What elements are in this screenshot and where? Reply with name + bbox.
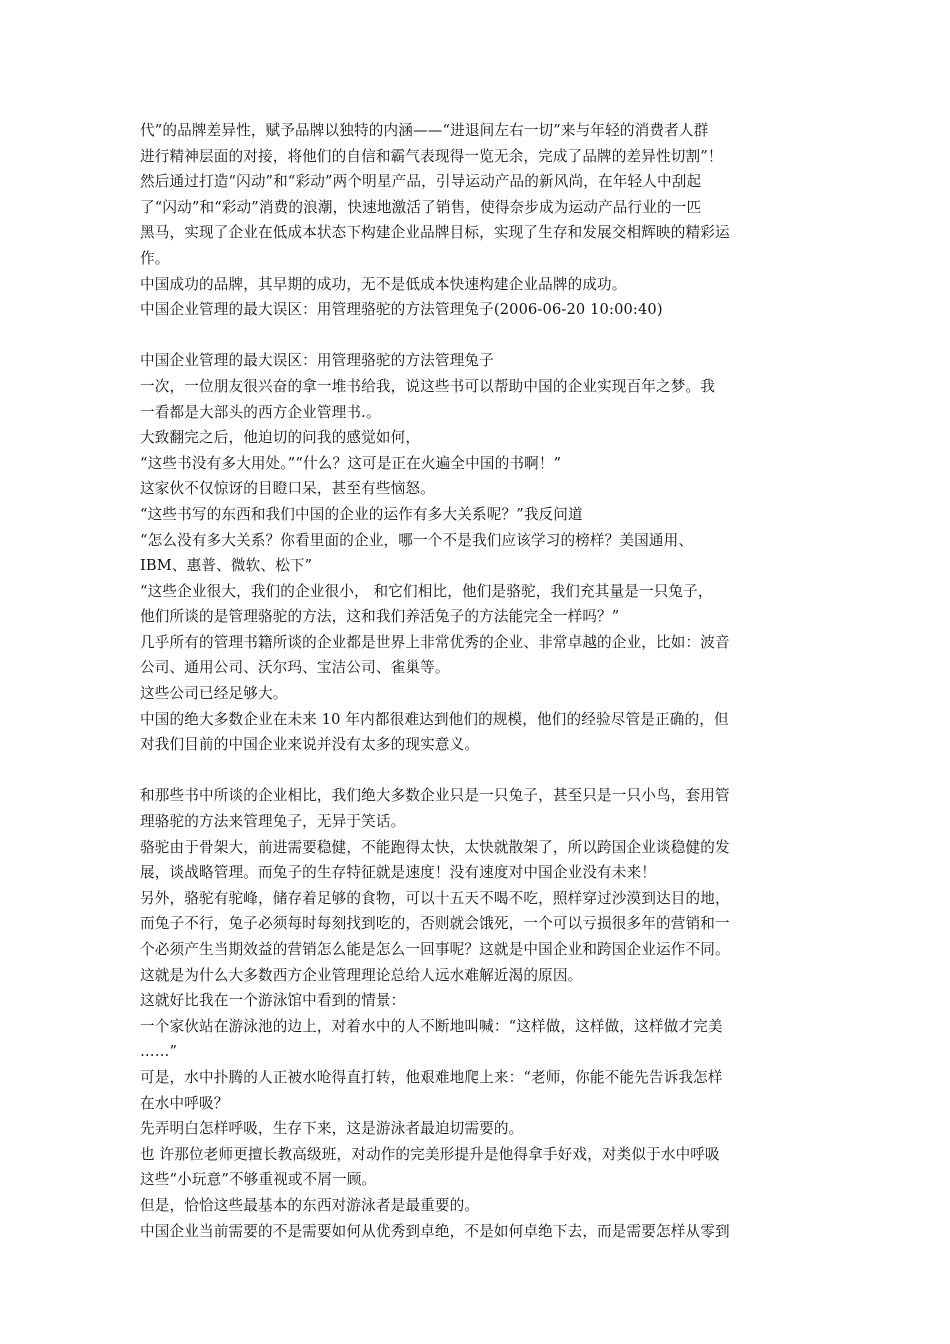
text-line [140,758,830,784]
text-line: 然后通过打造“闪动”和“彩动”两个明星产品，引导运动产品的新风尚，在年轻人中刮起 [140,173,702,191]
text-line: 一看都是大部头的西方企业管理书.。 [140,403,381,421]
text-line: 他们所谈的是管理骆驼的方法，这和我们养活兔子的方法能完全一样吗？” [140,608,620,626]
text-line: 这些“小玩意”不够重视或不屑一顾。 [140,1171,377,1189]
text-line: 这就好比我在一个游泳馆中看到的情景： [140,992,406,1010]
text-line: IBM、惠普、微软、松下” [140,557,313,575]
text-line: 进行精神层面的对接，将他们的自信和霸气表现得一览无余，完成了品牌的差异性切割”！ [140,147,723,165]
text-line: 这家伙不仅惊讶的目瞪口呆，甚至有些恼怒。 [140,480,435,498]
text-line: 这些公司已经足够大。 [140,685,288,703]
text-line: “这些企业很大，我们的企业很小， 和它们相比，他们是骆驼，我们充其量是一只兔子， [140,582,713,600]
text-line: 公司、通用公司、沃尔玛、宝洁公司、雀巢等。 [140,659,450,677]
text-line: 理骆驼的方法来管理兔子，无异于笑话。 [140,813,406,831]
text-line: 这就是为什么大多数西方企业管理理论总给人远水难解近渴的原因。 [140,966,583,984]
text-line: 几乎所有的管理书籍所谈的企业都是世界上非常优秀的企业、非常卓越的企业，比如：波音 [140,633,730,651]
text-line: 黑马，实现了企业在低成本状态下构建企业品牌目标，实现了生存和发展交相辉映的精彩运 [140,224,730,242]
text-line [140,323,830,349]
text-line: 在水中呼吸？ [140,1094,229,1112]
text-line: “这些书没有多大用处。”“什么？这可是正在火遍全中国的书啊！” [140,454,562,472]
text-line: 另外，骆驼有驼峰，储存着足够的食物，可以十五天不喝不吃，照样穿过沙漠到达目的地， [140,889,730,907]
text-line: 大致翻完之后，他迫切的问我的感觉如何， [140,429,421,447]
text-line: 中国企业当前需要的不是需要如何从优秀到卓绝，不是如何卓绝下去，而是需要怎样从零到 [140,1222,730,1240]
text-line: 骆驼由于骨架大，前进需要稳健，不能跑得太快，太快就散架了，所以跨国企业谈稳健的发 [140,838,730,856]
text-line: 代”的品牌差异性，赋予品牌以独特的内涵——“进退间左右一切”来与年轻的消费者人群 [140,122,709,139]
text-line: 对我们目前的中国企业来说并没有太多的现实意义。 [140,736,480,754]
text-line: “这些书写的东西和我们中国的企业的运作有多大关系呢？”我反问道 [140,505,583,523]
text-line: 展，谈战略管理。而兔子的生存特征就是速度！没有速度对中国企业没有未来！ [140,864,657,882]
text-line: 中国企业管理的最大误区：用管理骆驼的方法管理兔子(2006-06-20 10:00:40) [140,301,663,319]
text-line: ……” [140,1043,178,1061]
text-line: 个必须产生当期效益的营销怎么能是怎么一回事呢？这就是中国企业和跨国企业运作不同。 [140,941,730,958]
text-line: 可是，水中扑腾的人正被水呛得直打转，他艰难地爬上来：“老师，你能不能先告诉我怎样 [140,1068,723,1086]
text-line: 和那些书中所谈的企业相比，我们绝大多数企业只是一只兔子，甚至只是一只小鸟，套用管 [140,787,730,805]
text-line: 中国成功的品牌，其早期的成功，无不是低成本快速构建企业品牌的成功。 [140,275,627,293]
text-line: 作。 [140,249,170,267]
text-line: 一个家伙站在游泳池的边上，对着水中的人不断地叫喊：“这样做，这样做，这样做才完美 [140,1017,723,1035]
text-line: 先弄明白怎样呼吸，生存下来，这是游泳者最迫切需要的。 [140,1120,524,1138]
text-line: 了“闪动”和“彩动”消费的浪潮，快速地激活了销售，使得奈步成为运动产品行业的一匹 [140,198,702,216]
text-line: 但是，恰恰这些最基本的东西对游泳者是最重要的。 [140,1196,480,1214]
text-line: 一次，一位朋友很兴奋的拿一堆书给我，说这些书可以帮助中国的企业实现百年之梦。我 [140,377,716,395]
text-line: “怎么没有多大关系？你看里面的企业，哪一个不是我们应该学习的榜样？美国通用、 [140,531,694,549]
document-body [140,118,830,1244]
text-line: 中国企业管理的最大误区：用管理骆驼的方法管理兔子 [140,352,494,370]
text-line: 而兔子不行，兔子必须每时每刻找到吃的，否则就会饿死，一个可以亏损很多年的营销和一 [140,915,730,933]
text-line: 中国的绝大多数企业在未来 10 年内都很难达到他们的规模，他们的经验尽管是正确的，但 [140,710,729,728]
text-line: 也 许那位老师更擅长教高级班，对动作的完美形提升是他得拿手好戏，对类似于水中呼吸 [140,1145,720,1163]
